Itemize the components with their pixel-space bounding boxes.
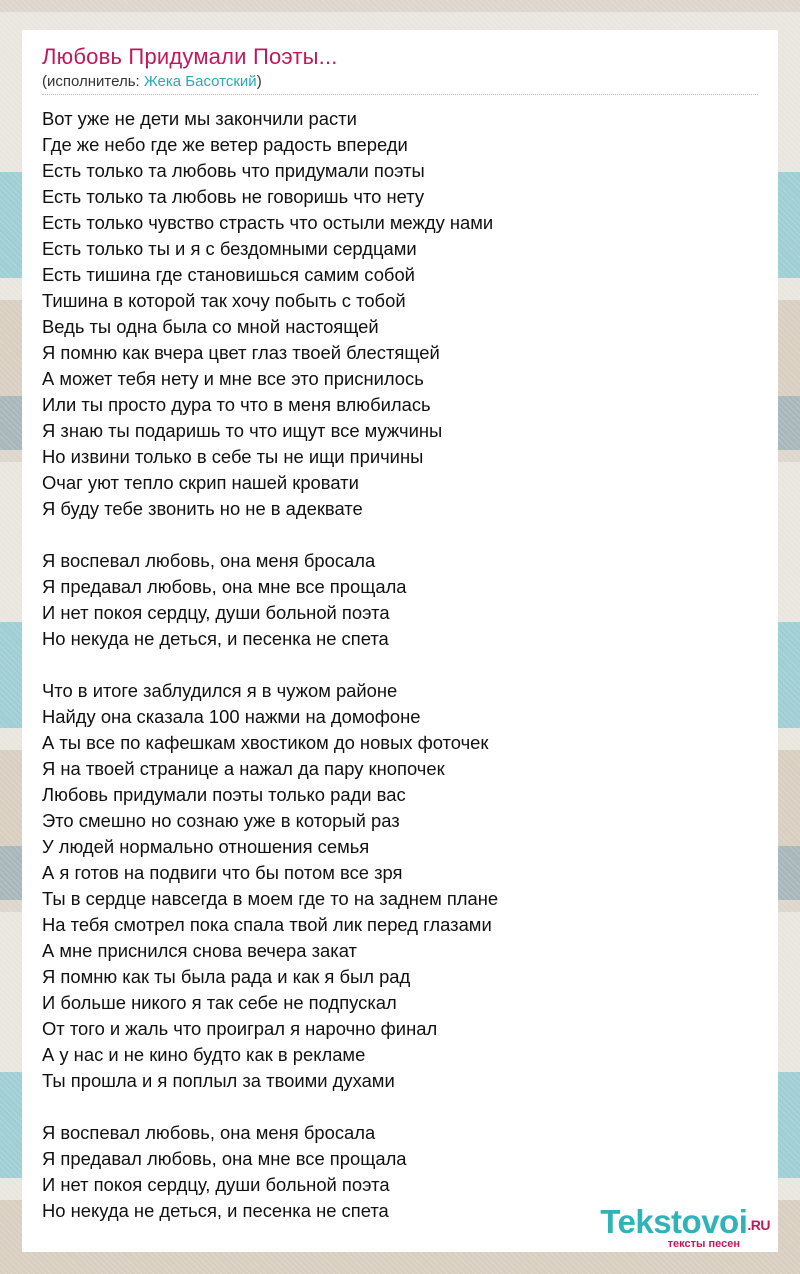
lyrics-line: Я воспевал любовь, она меня бросала [42, 1122, 376, 1143]
lyrics-line: Вот уже не дети мы закончили расти [42, 108, 357, 129]
artist-prefix: (исполнитель: [42, 73, 144, 90]
artist-link[interactable]: Жека Басотский [143, 73, 257, 90]
lyrics-line: У людей нормально отношения семья [42, 836, 370, 857]
lyrics-line: Ведь ты одна была со мной настоящей [42, 316, 379, 337]
lyrics-line: Есть только ты и я с бездомными сердцами [42, 238, 417, 259]
lyrics-stanza [42, 548, 758, 652]
lyrics-line: Ты в сердце навсегда в моем где то на заднем плане [42, 888, 499, 909]
lyrics-stanza [42, 678, 758, 1094]
lyrics-line: Я предавал любовь, она мне все прощала [42, 1148, 407, 1169]
lyrics-line: Любовь придумали поэты только ради вас [42, 784, 406, 805]
artist-line [42, 73, 262, 90]
lyrics-line: Ты прошла и я поплыл за твоими духами [42, 1070, 395, 1091]
logo-tld: .RU [747, 1217, 770, 1233]
lyrics-line: Или ты просто дура то что в меня влюбилась [42, 394, 431, 415]
logo-main-text: Tekstovoi [600, 1203, 748, 1240]
lyrics-line: А ты все по кафешкам хвостиком до новых фоточек [42, 732, 489, 753]
artist-suffix: ) [256, 73, 262, 90]
title-divider [42, 94, 758, 95]
lyrics-card [22, 30, 778, 1252]
lyrics-line: Я на твоей странице а нажал да пару кнопочек [42, 758, 445, 779]
lyrics-line: От того и жаль что проиграл я нарочно финал [42, 1018, 438, 1039]
lyrics-line: И нет покоя сердцу, души больной поэта [42, 1174, 390, 1195]
lyrics-line: Я буду тебе звонить но не в адеквате [42, 498, 363, 519]
lyrics-line: Есть тишина где становишься самим собой [42, 264, 415, 285]
logo-wordmark [600, 1205, 770, 1242]
logo-tagline: тексты песен [667, 1238, 740, 1250]
lyrics-line: Что в итоге заблудился я в чужом районе [42, 680, 398, 701]
lyrics-line: Это смешно но сознаю уже в который раз [42, 810, 400, 831]
lyrics-line: Я предавал любовь, она мне все прощала [42, 576, 407, 597]
lyrics-line: И нет покоя сердцу, души больной поэта [42, 602, 390, 623]
lyrics-line: А я готов на подвиги что бы потом все зря [42, 862, 403, 883]
lyrics-line: Но некуда не деться, и песенка не спета [42, 628, 389, 649]
lyrics-line: Есть только та любовь не говоришь что нету [42, 186, 425, 207]
lyrics-line: Я помню как вчера цвет глаз твоей блестящей [42, 342, 440, 363]
lyrics-line: А мне приснился снова вечера закат [42, 940, 357, 961]
lyrics-line: Где же небо где же ветер радость впереди [42, 134, 408, 155]
lyrics-line: Но извини только в себе ты не ищи причины [42, 446, 424, 467]
site-logo[interactable] [600, 1205, 770, 1250]
lyrics-body [42, 106, 758, 1250]
lyrics-line: Очаг уют тепло скрип нашей кровати [42, 472, 359, 493]
lyrics-line: Я воспевал любовь, она меня бросала [42, 550, 376, 571]
lyrics-line: А может тебя нету и мне все это приснилось [42, 368, 424, 389]
lyrics-line: Найду она сказала 100 нажми на домофоне [42, 706, 421, 727]
lyrics-line: Есть только та любовь что придумали поэты [42, 160, 425, 181]
lyrics-line: Но некуда не деться, и песенка не спета [42, 1200, 389, 1221]
lyrics-line: Я помню как ты была рада и как я был рад [42, 966, 411, 987]
lyrics-line: И больше никого я так себе не подпускал [42, 992, 397, 1013]
lyrics-stanza [42, 106, 758, 522]
lyrics-line: Я знаю ты подаришь то что ищут все мужчины [42, 420, 443, 441]
lyrics-line: Есть только чувство страсть что остыли между нами [42, 212, 494, 233]
lyrics-line: Тишина в которой так хочу побыть с тобой [42, 290, 406, 311]
lyrics-line: А у нас и не кино будто как в рекламе [42, 1044, 366, 1065]
song-title: Любовь Придумали Поэты... [42, 44, 338, 69]
lyrics-line: На тебя смотрел пока спала твой лик перед глазами [42, 914, 492, 935]
